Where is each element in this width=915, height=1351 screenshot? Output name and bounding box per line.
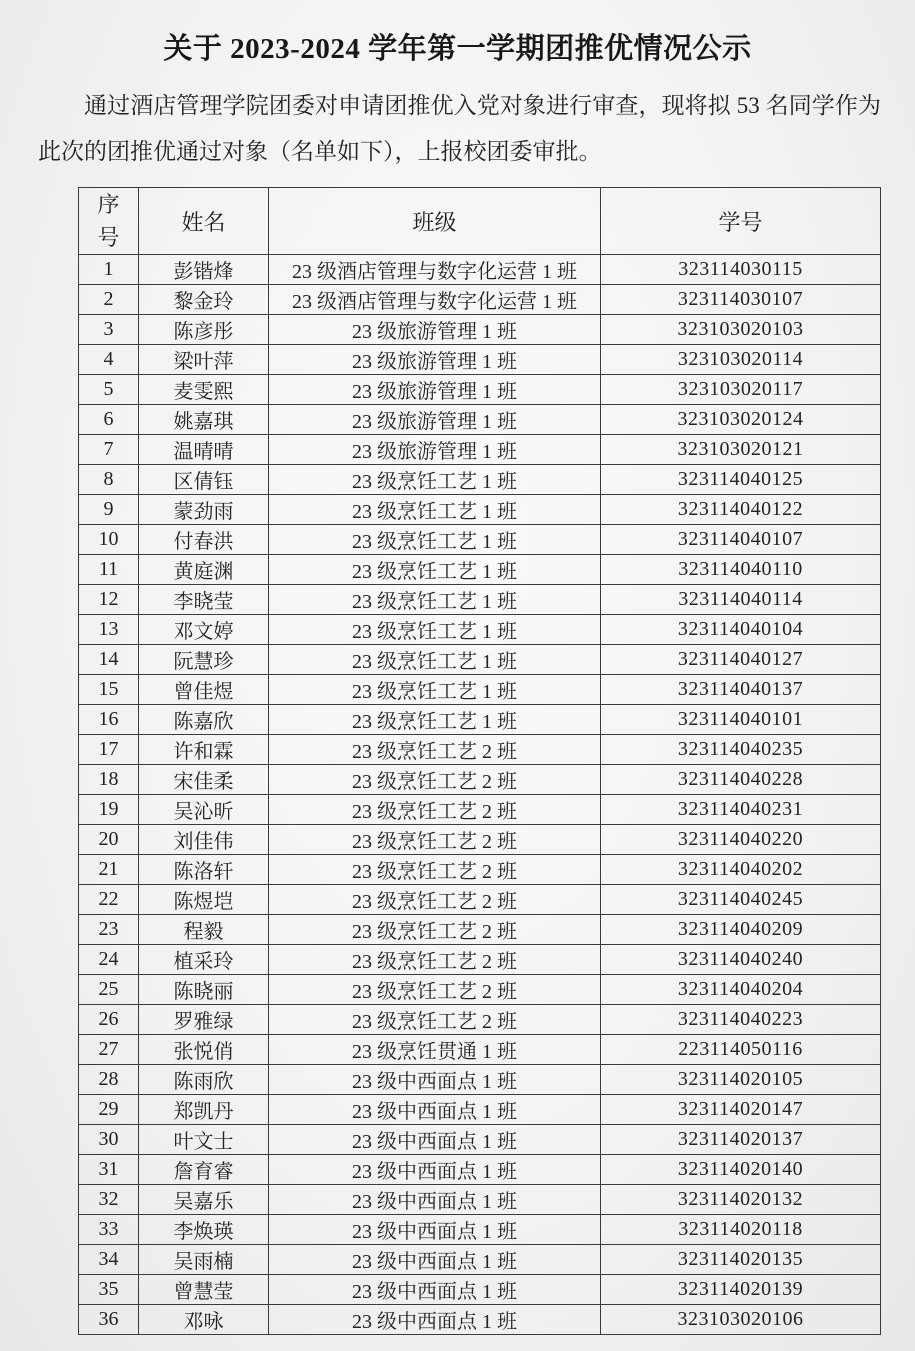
- cell-number: 10: [79, 525, 139, 555]
- cell-class: 23 级烹饪工艺 2 班: [269, 945, 601, 975]
- cell-name: 温晴晴: [139, 435, 269, 465]
- table-row: [79, 1095, 881, 1125]
- table-row: [79, 465, 881, 495]
- cell-student-id: 323114020105: [601, 1065, 881, 1095]
- cell-number: 16: [79, 705, 139, 735]
- cell-name: 姚嘉琪: [139, 405, 269, 435]
- header-number-label: 序号: [97, 192, 120, 250]
- cell-class: 23 级烹饪工艺 1 班: [269, 675, 601, 705]
- cell-student-id: 323114020139: [601, 1275, 881, 1305]
- cell-student-id: 323114040223: [601, 1005, 881, 1035]
- cell-name: 罗雅绿: [139, 1005, 269, 1035]
- cell-name: 梁叶萍: [139, 345, 269, 375]
- cell-name: 邓文婷: [139, 615, 269, 645]
- cell-number: 8: [79, 465, 139, 495]
- cell-name: 陈晓丽: [139, 975, 269, 1005]
- table-row: [79, 315, 881, 345]
- cell-student-id: 323114020140: [601, 1155, 881, 1185]
- cell-number: 15: [79, 675, 139, 705]
- cell-number: 18: [79, 765, 139, 795]
- cell-number: 12: [79, 585, 139, 615]
- table-row: [79, 1065, 881, 1095]
- cell-student-id: 323114040231: [601, 795, 881, 825]
- cell-name: 黎金玲: [139, 285, 269, 315]
- cell-name: 曾慧莹: [139, 1275, 269, 1305]
- cell-name: 吴嘉乐: [139, 1185, 269, 1215]
- cell-student-id: 323103020121: [601, 435, 881, 465]
- cell-class: 23 级酒店管理与数字化运营 1 班: [269, 255, 601, 285]
- cell-student-id: 323103020114: [601, 345, 881, 375]
- cell-class: 23 级烹饪工艺 1 班: [269, 645, 601, 675]
- cell-student-id: 323114040110: [601, 555, 881, 585]
- cell-class: 23 级旅游管理 1 班: [269, 405, 601, 435]
- table-row: [79, 1215, 881, 1245]
- cell-name: 吴沁昕: [139, 795, 269, 825]
- cell-student-id: 323114020132: [601, 1185, 881, 1215]
- cell-number: 28: [79, 1065, 139, 1095]
- cell-class: 23 级中西面点 1 班: [269, 1185, 601, 1215]
- table-row: [79, 405, 881, 435]
- cell-name: 付春洪: [139, 525, 269, 555]
- table-row: [79, 885, 881, 915]
- cell-student-id: 323114040228: [601, 765, 881, 795]
- cell-class: 23 级中西面点 1 班: [269, 1215, 601, 1245]
- cell-student-id: 323114040209: [601, 915, 881, 945]
- table-row: [79, 1245, 881, 1275]
- cell-name: 李晓莹: [139, 585, 269, 615]
- scanned-document-page: [0, 26, 915, 1351]
- table-row: [79, 1155, 881, 1185]
- cell-number: 6: [79, 405, 139, 435]
- cell-name: 张悦俏: [139, 1035, 269, 1065]
- cell-number: 4: [79, 345, 139, 375]
- cell-number: 24: [79, 945, 139, 975]
- cell-class: 23 级旅游管理 1 班: [269, 435, 601, 465]
- cell-student-id: 323114020135: [601, 1245, 881, 1275]
- cell-class: 23 级中西面点 1 班: [269, 1245, 601, 1275]
- cell-name: 蒙劲雨: [139, 495, 269, 525]
- header-cell-class: 班级: [269, 188, 601, 255]
- cell-name: 刘佳伟: [139, 825, 269, 855]
- cell-number: 31: [79, 1155, 139, 1185]
- header-cell-number: [79, 188, 139, 255]
- cell-class: 23 级烹饪工艺 2 班: [269, 975, 601, 1005]
- cell-student-id: 323114020147: [601, 1095, 881, 1125]
- cell-name: 麦雯熙: [139, 375, 269, 405]
- cell-student-id: 323103020103: [601, 315, 881, 345]
- table-row: [79, 765, 881, 795]
- cell-student-id: 323114040137: [601, 675, 881, 705]
- cell-class: 23 级烹饪工艺 2 班: [269, 915, 601, 945]
- table-row: [79, 1035, 881, 1065]
- cell-number: 13: [79, 615, 139, 645]
- cell-student-id: 323114040122: [601, 495, 881, 525]
- cell-number: 22: [79, 885, 139, 915]
- table-row: [79, 345, 881, 375]
- cell-number: 26: [79, 1005, 139, 1035]
- table-row: [79, 555, 881, 585]
- table-row: [79, 645, 881, 675]
- table-row: [79, 945, 881, 975]
- cell-class: 23 级烹饪贯通 1 班: [269, 1035, 601, 1065]
- cell-number: 3: [79, 315, 139, 345]
- cell-name: 邓咏: [139, 1305, 269, 1335]
- cell-name: 陈洛轩: [139, 855, 269, 885]
- cell-class: 23 级烹饪工艺 2 班: [269, 1005, 601, 1035]
- header-cell-student-id: 学号: [601, 188, 881, 255]
- cell-class: 23 级烹饪工艺 1 班: [269, 465, 601, 495]
- cell-name: 宋佳柔: [139, 765, 269, 795]
- table-row: [79, 285, 881, 315]
- table-row: [79, 615, 881, 645]
- cell-name: 吴雨楠: [139, 1245, 269, 1275]
- cell-class: 23 级烹饪工艺 2 班: [269, 825, 601, 855]
- table-row: [79, 585, 881, 615]
- cell-class: 23 级中西面点 1 班: [269, 1065, 601, 1095]
- cell-name: 陈煜垲: [139, 885, 269, 915]
- table-row: [79, 975, 881, 1005]
- cell-class: 23 级烹饪工艺 2 班: [269, 885, 601, 915]
- cell-class: 23 级旅游管理 1 班: [269, 345, 601, 375]
- table-row: [79, 915, 881, 945]
- cell-student-id: 323114040127: [601, 645, 881, 675]
- cell-number: 5: [79, 375, 139, 405]
- cell-student-id: 323114040245: [601, 885, 881, 915]
- cell-name: 叶文士: [139, 1125, 269, 1155]
- cell-student-id: 323114040101: [601, 705, 881, 735]
- cell-number: 21: [79, 855, 139, 885]
- cell-name: 黄庭渊: [139, 555, 269, 585]
- table-header-row: [79, 188, 881, 255]
- cell-class: 23 级旅游管理 1 班: [269, 315, 601, 345]
- cell-number: 27: [79, 1035, 139, 1065]
- cell-class: 23 级酒店管理与数字化运营 1 班: [269, 285, 601, 315]
- cell-student-id: 323103020117: [601, 375, 881, 405]
- cell-number: 34: [79, 1245, 139, 1275]
- cell-class: 23 级旅游管理 1 班: [269, 375, 601, 405]
- table-row: [79, 705, 881, 735]
- cell-name: 陈嘉欣: [139, 705, 269, 735]
- cell-number: 11: [79, 555, 139, 585]
- table-row: [79, 675, 881, 705]
- cell-class: 23 级烹饪工艺 2 班: [269, 765, 601, 795]
- cell-name: 陈雨欣: [139, 1065, 269, 1095]
- cell-student-id: 323114020137: [601, 1125, 881, 1155]
- cell-number: 35: [79, 1275, 139, 1305]
- cell-number: 9: [79, 495, 139, 525]
- cell-student-id: 323114040104: [601, 615, 881, 645]
- header-cell-name: 姓名: [139, 188, 269, 255]
- cell-class: 23 级烹饪工艺 1 班: [269, 495, 601, 525]
- cell-student-id: 323114030115: [601, 255, 881, 285]
- cell-student-id: 323114040220: [601, 825, 881, 855]
- table-row: [79, 255, 881, 285]
- table-row: [79, 435, 881, 465]
- cell-number: 14: [79, 645, 139, 675]
- cell-name: 许和霖: [139, 735, 269, 765]
- cell-class: 23 级烹饪工艺 1 班: [269, 555, 601, 585]
- cell-class: 23 级中西面点 1 班: [269, 1095, 601, 1125]
- cell-number: 20: [79, 825, 139, 855]
- table-row: [79, 735, 881, 765]
- cell-class: 23 级烹饪工艺 2 班: [269, 735, 601, 765]
- cell-student-id: 323114030107: [601, 285, 881, 315]
- cell-number: 30: [79, 1125, 139, 1155]
- cell-number: 36: [79, 1305, 139, 1335]
- cell-number: 32: [79, 1185, 139, 1215]
- cell-class: 23 级中西面点 1 班: [269, 1155, 601, 1185]
- table-row: [79, 1305, 881, 1335]
- cell-number: 2: [79, 285, 139, 315]
- page-title: 关于 2023-2024 学年第一学期团推优情况公示: [163, 33, 752, 65]
- cell-class: 23 级烹饪工艺 1 班: [269, 615, 601, 645]
- cell-class: 23 级烹饪工艺 1 班: [269, 525, 601, 555]
- cell-number: 29: [79, 1095, 139, 1125]
- cell-name: 郑凯丹: [139, 1095, 269, 1125]
- table-row: [79, 825, 881, 855]
- roster-table: [78, 187, 881, 1335]
- cell-student-id: 323114040114: [601, 585, 881, 615]
- cell-student-id: 323103020124: [601, 405, 881, 435]
- cell-class: 23 级中西面点 1 班: [269, 1275, 601, 1305]
- cell-class: 23 级烹饪工艺 1 班: [269, 585, 601, 615]
- cell-class: 23 级中西面点 1 班: [269, 1305, 601, 1335]
- cell-number: 1: [79, 255, 139, 285]
- intro-paragraph: 通过酒店管理学院团委对申请团推优入党对象进行审查，现将拟 53 名同学作为此次的团推优通过对象（名单如下），上报校团委审批。: [38, 93, 881, 164]
- cell-student-id: 323114040202: [601, 855, 881, 885]
- cell-number: 7: [79, 435, 139, 465]
- table-row: [79, 855, 881, 885]
- cell-name: 陈彦彤: [139, 315, 269, 345]
- cell-number: 17: [79, 735, 139, 765]
- cell-number: 23: [79, 915, 139, 945]
- cell-class: 23 级中西面点 1 班: [269, 1125, 601, 1155]
- cell-name: 阮慧珍: [139, 645, 269, 675]
- cell-name: 程毅: [139, 915, 269, 945]
- table-row: [79, 1005, 881, 1035]
- cell-name: 李焕瑛: [139, 1215, 269, 1245]
- table-row: [79, 1125, 881, 1155]
- cell-student-id: 223114050116: [601, 1035, 881, 1065]
- table-row: [79, 1275, 881, 1305]
- cell-class: 23 级烹饪工艺 2 班: [269, 855, 601, 885]
- table-row: [79, 795, 881, 825]
- cell-student-id: 323114040107: [601, 525, 881, 555]
- cell-student-id: 323114020118: [601, 1215, 881, 1245]
- cell-name: 彭锴烽: [139, 255, 269, 285]
- cell-name: 曾佳煜: [139, 675, 269, 705]
- table-row: [79, 375, 881, 405]
- table-body: [79, 255, 881, 1335]
- table-row: [79, 1185, 881, 1215]
- cell-student-id: 323114040125: [601, 465, 881, 495]
- cell-student-id: 323114040240: [601, 945, 881, 975]
- cell-class: 23 级烹饪工艺 1 班: [269, 705, 601, 735]
- cell-number: 33: [79, 1215, 139, 1245]
- cell-class: 23 级烹饪工艺 2 班: [269, 795, 601, 825]
- table-row: [79, 495, 881, 525]
- table-row: [79, 525, 881, 555]
- cell-name: 詹育睿: [139, 1155, 269, 1185]
- cell-name: 区倩钰: [139, 465, 269, 495]
- cell-number: 19: [79, 795, 139, 825]
- cell-student-id: 323114040204: [601, 975, 881, 1005]
- cell-name: 植采玲: [139, 945, 269, 975]
- cell-student-id: 323114040235: [601, 735, 881, 765]
- cell-student-id: 323103020106: [601, 1305, 881, 1335]
- cell-number: 25: [79, 975, 139, 1005]
